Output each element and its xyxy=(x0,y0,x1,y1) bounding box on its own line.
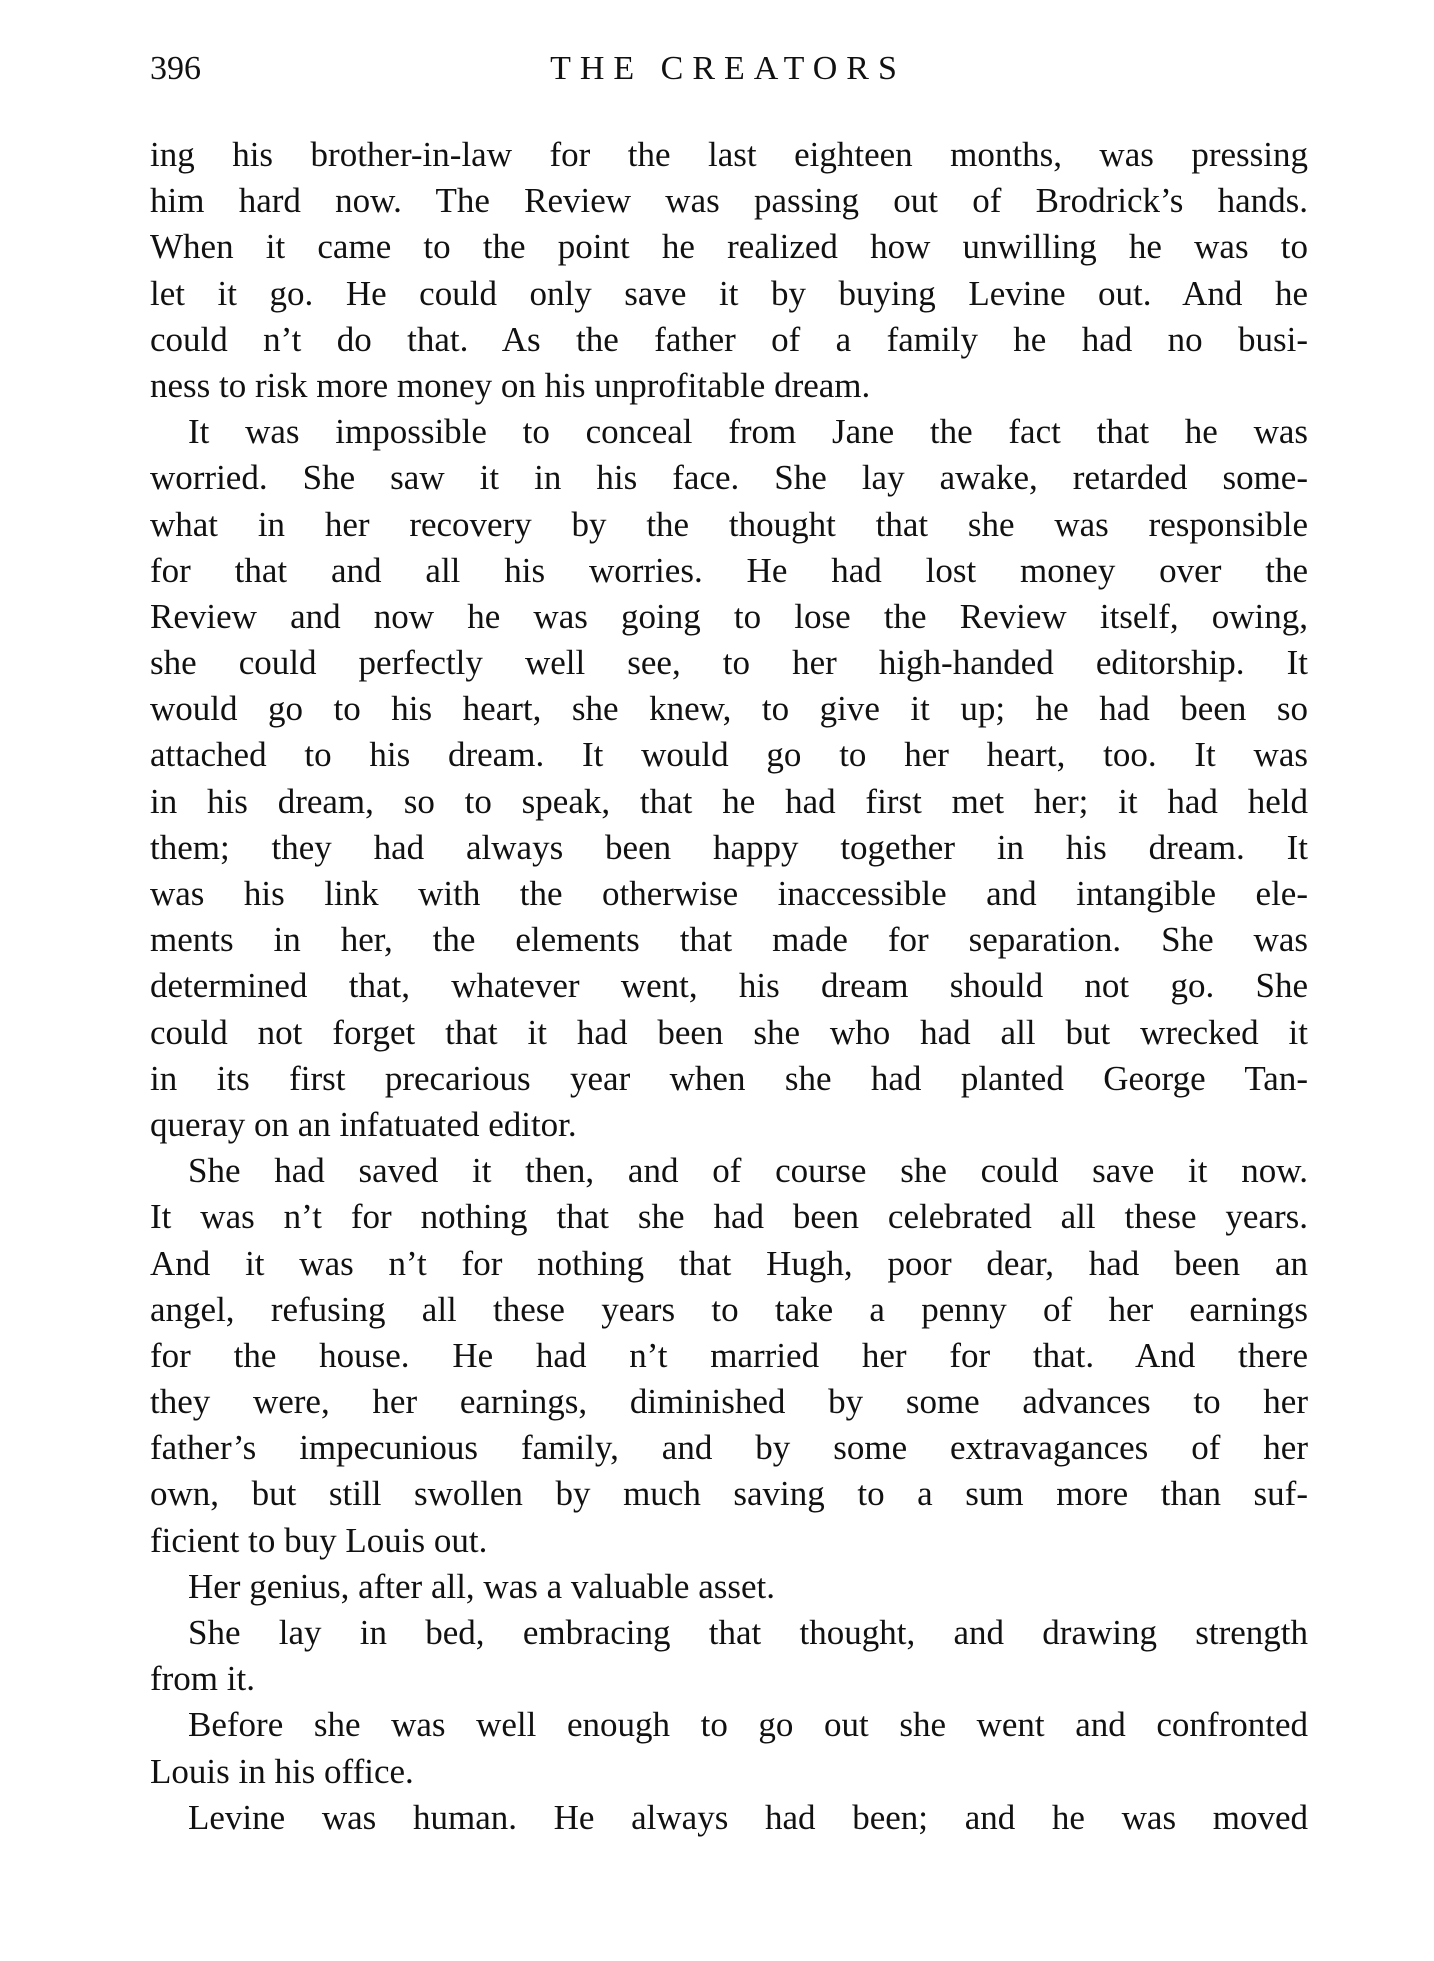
paragraph xyxy=(150,1795,1308,1841)
text-line: She had saved it then, and of course she could save it now. xyxy=(188,1151,1308,1191)
text-line: would go to his heart, she knew, to give it up; he had been so xyxy=(150,689,1308,729)
text-line: from it. xyxy=(150,1659,255,1699)
text-line: in his dream, so to speak, that he had first met her; it had held xyxy=(150,781,1308,821)
paragraph xyxy=(150,1148,1308,1564)
text-line: was his link with the otherwise inaccessible and intangible ele- xyxy=(150,874,1308,913)
text-line: could n’t do that. As the father of a family he had no busi- xyxy=(150,319,1308,359)
text-line: Louis in his office. xyxy=(150,1751,414,1791)
paragraph xyxy=(150,1564,1308,1610)
text-line: let it go. He could only save it by buying Levine out. And he xyxy=(150,273,1308,313)
text-line: what in her recovery by the thought that she was responsible xyxy=(150,504,1308,544)
text-line: in its first precarious year when she had planted George Tan- xyxy=(150,1058,1308,1098)
paragraph xyxy=(150,1610,1308,1702)
text-line: them; they had always been happy together in his dream. It xyxy=(150,827,1308,867)
paragraph xyxy=(150,132,1308,409)
text-line: ness to risk more money on his unprofitable dream. xyxy=(150,365,871,405)
text-line: attached to his dream. It would go to her heart, too. It was xyxy=(150,735,1308,775)
text-line: for that and all his worries. He had lost money over the xyxy=(150,550,1308,590)
page-number: 396 xyxy=(150,50,201,87)
text-line: him hard now. The Review was passing out of Brodrick’s hands. xyxy=(150,181,1308,221)
paragraph xyxy=(150,409,1308,1148)
text-line: father’s impecunious family, and by some extravagances of her xyxy=(150,1428,1308,1468)
text-line: for the house. He had n’t married her for that. And there xyxy=(150,1335,1308,1375)
text-line: own, but still swollen by much saving to a sum more than suf- xyxy=(150,1474,1308,1514)
paragraph xyxy=(150,1702,1308,1794)
text-line: It was impossible to conceal from Jane the fact that he was xyxy=(188,412,1308,452)
text-line: they were, her earnings, diminished by some advances to her xyxy=(150,1382,1308,1422)
text-line: ments in her, the elements that made for separation. She was xyxy=(150,920,1308,960)
text-line: worried. She saw it in his face. She lay awake, retarded some- xyxy=(150,458,1308,498)
text-line: It was n’t for nothing that she had been celebrated all these years. xyxy=(150,1197,1308,1237)
text-line: determined that, whatever went, his dream should not go. She xyxy=(150,966,1308,1006)
text-line: she could perfectly well see, to her high-handed editorship. It xyxy=(150,643,1308,683)
text-line: queray on an infatuated editor. xyxy=(150,1104,577,1144)
text-line: could not forget that it had been she who had all but wrecked it xyxy=(150,1012,1308,1052)
text-line: Review and now he was going to lose the Review itself, owing, xyxy=(150,596,1308,636)
running-title: THE CREATORS xyxy=(550,50,906,87)
text-line: Before she was well enough to go out she went and confronted xyxy=(188,1705,1308,1745)
running-header xyxy=(150,50,1306,96)
text-line: And it was n’t for nothing that Hugh, poor dear, had been an xyxy=(150,1243,1308,1283)
text-line: She lay in bed, embracing that thought, and drawing strength xyxy=(188,1613,1308,1652)
text-line: angel, refusing all these years to take a penny of her earnings xyxy=(150,1289,1308,1329)
text-line: ficient to buy Louis out. xyxy=(150,1520,488,1560)
text-line: Levine was human. He always had been; and he was moved xyxy=(188,1797,1308,1837)
text-line: ing his brother-in-law for the last eighteen months, was pressing xyxy=(150,135,1308,174)
text-line: Her genius, after all, was a valuable asset. xyxy=(188,1566,775,1606)
page-body-text xyxy=(150,132,1308,1841)
text-line: When it came to the point he realized how unwilling he was to xyxy=(150,227,1308,267)
